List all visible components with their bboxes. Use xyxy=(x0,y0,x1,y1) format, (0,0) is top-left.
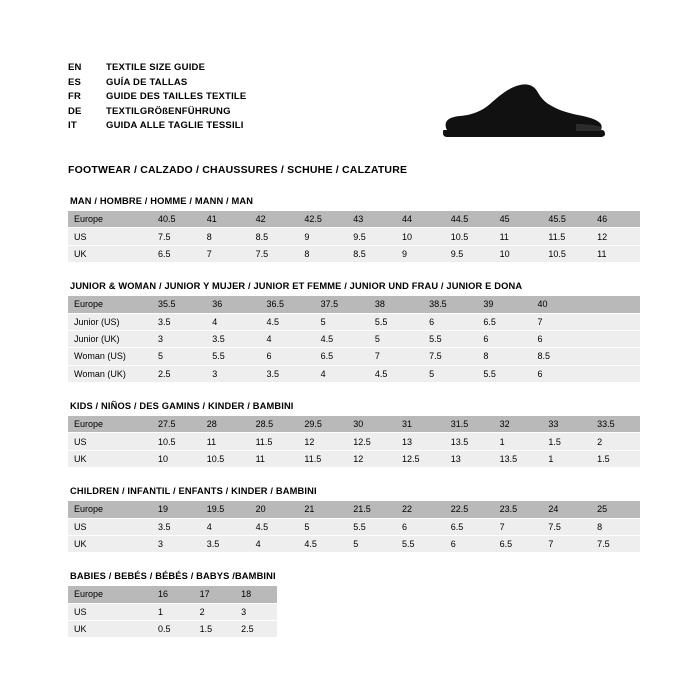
size-cell: 6.5 xyxy=(445,518,494,535)
size-cell: 4 xyxy=(315,365,369,382)
table-row xyxy=(68,313,640,330)
language-code: DE xyxy=(68,105,82,117)
table-row xyxy=(68,330,640,347)
size-cell: 5 xyxy=(152,348,206,365)
size-table xyxy=(68,416,640,468)
size-cell: 4.5 xyxy=(369,365,423,382)
size-cell: 6.5 xyxy=(477,313,531,330)
size-cell: 16 xyxy=(152,586,194,603)
size-cell: 38.5 xyxy=(423,296,477,313)
size-cell: 5 xyxy=(369,330,423,347)
size-group xyxy=(68,480,640,560)
size-group-title: KIDS / NIÑOS / DES GAMINS / KINDER / BAMBINI xyxy=(70,401,294,411)
row-label: Junior (US) xyxy=(68,313,152,330)
size-cell: 19 xyxy=(152,501,201,518)
size-cell: 5 xyxy=(315,313,369,330)
size-cell: 27.5 xyxy=(152,416,201,433)
group-spacer xyxy=(68,638,640,645)
row-label: Europe xyxy=(68,501,152,518)
language-code: FR xyxy=(68,91,82,102)
size-cell: 12 xyxy=(347,450,396,467)
row-label: UK xyxy=(68,450,152,467)
size-cell: 42.5 xyxy=(298,211,347,228)
size-cell: 5.5 xyxy=(206,348,260,365)
size-cell: 40 xyxy=(532,296,586,313)
size-cell: 6.5 xyxy=(152,245,201,262)
size-cell: 31.5 xyxy=(445,416,494,433)
table-row xyxy=(68,245,640,262)
size-group xyxy=(68,565,640,645)
size-cell: 45 xyxy=(494,211,543,228)
size-cell: 3 xyxy=(152,535,201,552)
language-code: ES xyxy=(68,76,82,88)
size-cell: 13.5 xyxy=(494,450,543,467)
size-group-title: BABIES / BEBÉS / BÉBÉS / BABYS /BAMBINI xyxy=(70,571,276,582)
size-cell: 6 xyxy=(532,330,586,347)
size-cell xyxy=(586,348,640,365)
language-row xyxy=(68,106,246,121)
size-cell: 6 xyxy=(445,535,494,552)
language-title: GUÍA DE TALLAS xyxy=(106,76,188,88)
size-cell: 10.5 xyxy=(445,228,494,245)
size-cell: 13.5 xyxy=(445,433,494,450)
table-row xyxy=(68,365,640,382)
size-cell: 7.5 xyxy=(423,348,477,365)
size-cell: 1.5 xyxy=(591,450,640,467)
row-label: Europe xyxy=(68,211,152,228)
size-table xyxy=(68,211,640,263)
size-cell: 5 xyxy=(423,365,477,382)
size-cell: 23.5 xyxy=(494,501,543,518)
table-row xyxy=(68,535,640,552)
size-cell: 17 xyxy=(194,586,236,603)
size-cell: 8.5 xyxy=(347,245,396,262)
size-cell: 4.5 xyxy=(250,518,299,535)
size-cell: 33 xyxy=(542,416,591,433)
group-spacer xyxy=(68,263,640,270)
size-cell: 22.5 xyxy=(445,501,494,518)
size-cell: 1 xyxy=(542,450,591,467)
language-row xyxy=(68,77,246,92)
document-header xyxy=(68,62,640,154)
size-cell: 4 xyxy=(260,330,314,347)
size-cell: 32 xyxy=(494,416,543,433)
size-cell: 33.5 xyxy=(591,416,640,433)
size-cell: 3 xyxy=(152,330,206,347)
size-cell: 4.5 xyxy=(298,535,347,552)
size-cell: 10.5 xyxy=(152,433,201,450)
row-label: Europe xyxy=(68,296,152,313)
table-row xyxy=(68,450,640,467)
size-cell: 5.5 xyxy=(369,313,423,330)
size-cell: 6.5 xyxy=(494,535,543,552)
size-cell: 11 xyxy=(250,450,299,467)
size-cell: 36.5 xyxy=(260,296,314,313)
size-cell: 4 xyxy=(201,518,250,535)
size-cell: 6.5 xyxy=(315,348,369,365)
table-row xyxy=(68,228,640,245)
table-row xyxy=(68,433,640,450)
size-cell: 10 xyxy=(494,245,543,262)
size-cell: 20 xyxy=(250,501,299,518)
language-title: GUIDA ALLE TAGLIE TESSILI xyxy=(106,120,244,131)
row-label: Europe xyxy=(68,586,152,603)
size-cell: 11.5 xyxy=(542,228,591,245)
size-cell: 10 xyxy=(152,450,201,467)
size-cell xyxy=(586,313,640,330)
size-cell: 6 xyxy=(396,518,445,535)
size-cell: 3.5 xyxy=(152,313,206,330)
size-cell: 41 xyxy=(201,211,250,228)
size-cell xyxy=(586,330,640,347)
size-cell: 21 xyxy=(298,501,347,518)
row-label: Woman (UK) xyxy=(68,365,152,382)
size-cell: 3.5 xyxy=(152,518,201,535)
language-title-list xyxy=(68,62,246,135)
language-title: GUIDE DES TAILLES TEXTILE xyxy=(106,91,247,102)
group-spacer xyxy=(68,468,640,475)
size-cell: 6 xyxy=(423,313,477,330)
size-cell: 36 xyxy=(206,296,260,313)
size-cell: 11 xyxy=(494,228,543,245)
size-cell: 1 xyxy=(152,603,194,620)
size-cell: 43 xyxy=(347,211,396,228)
size-cell: 45.5 xyxy=(542,211,591,228)
size-cell xyxy=(586,296,640,313)
language-row xyxy=(68,62,246,77)
size-cell: 4.5 xyxy=(260,313,314,330)
size-cell: 24 xyxy=(542,501,591,518)
size-cell: 1.5 xyxy=(194,621,236,638)
size-cell: 42 xyxy=(250,211,299,228)
size-cell: 46 xyxy=(591,211,640,228)
size-table xyxy=(68,586,277,638)
size-cell: 28 xyxy=(201,416,250,433)
size-cell: 13 xyxy=(396,433,445,450)
size-groups xyxy=(68,190,640,645)
row-label: US xyxy=(68,603,152,620)
size-cell: 6 xyxy=(477,330,531,347)
table-row xyxy=(68,296,640,313)
row-label: Woman (US) xyxy=(68,348,152,365)
size-cell: 10.5 xyxy=(201,450,250,467)
size-cell: 2.5 xyxy=(235,621,277,638)
size-cell: 7 xyxy=(494,518,543,535)
size-table xyxy=(68,501,640,553)
size-cell: 10.5 xyxy=(542,245,591,262)
group-spacer xyxy=(68,383,640,390)
size-cell: 8 xyxy=(591,518,640,535)
language-code: IT xyxy=(68,120,77,131)
size-group-title: JUNIOR & WOMAN / JUNIOR Y MUJER / JUNIOR ET FEMME / JUNIOR UND FRAU / JUNIOR E DONA xyxy=(70,281,523,292)
size-cell: 21.5 xyxy=(347,501,396,518)
size-group-title: CHILDREN / INFANTIL / ENFANTS / KINDER / BAMBINI xyxy=(70,486,317,497)
size-group xyxy=(68,190,640,270)
table-row xyxy=(68,211,640,228)
size-cell: 5.5 xyxy=(423,330,477,347)
size-cell xyxy=(586,365,640,382)
size-cell: 11.5 xyxy=(298,450,347,467)
size-cell: 11 xyxy=(201,433,250,450)
size-cell: 12.5 xyxy=(396,450,445,467)
row-label: UK xyxy=(68,535,152,552)
size-cell: 13 xyxy=(445,450,494,467)
group-spacer xyxy=(68,553,640,560)
size-cell: 5.5 xyxy=(396,535,445,552)
size-cell: 1 xyxy=(494,433,543,450)
size-cell: 12.5 xyxy=(347,433,396,450)
table-row xyxy=(68,416,640,433)
size-cell: 7 xyxy=(532,313,586,330)
size-cell: 9 xyxy=(396,245,445,262)
table-row xyxy=(68,603,277,620)
size-cell: 2.5 xyxy=(152,365,206,382)
size-group-title: MAN / HOMBRE / HOMME / MANN / MAN xyxy=(70,196,254,206)
table-row xyxy=(68,621,277,638)
size-cell: 38 xyxy=(369,296,423,313)
size-cell: 9.5 xyxy=(347,228,396,245)
language-title: TEXTILE SIZE GUIDE xyxy=(106,62,206,73)
size-cell: 44 xyxy=(396,211,445,228)
row-label: US xyxy=(68,518,152,535)
language-row xyxy=(68,91,246,106)
size-cell: 8 xyxy=(201,228,250,245)
size-cell: 22 xyxy=(396,501,445,518)
size-cell: 6 xyxy=(260,348,314,365)
size-cell: 5.5 xyxy=(347,518,396,535)
row-label: US xyxy=(68,228,152,245)
size-cell: 4 xyxy=(250,535,299,552)
size-cell: 0.5 xyxy=(152,621,194,638)
size-group xyxy=(68,275,640,390)
size-cell: 8.5 xyxy=(250,228,299,245)
size-cell: 3.5 xyxy=(206,330,260,347)
size-cell: 25 xyxy=(591,501,640,518)
size-cell: 44.5 xyxy=(445,211,494,228)
size-cell: 12 xyxy=(591,228,640,245)
size-cell: 11.5 xyxy=(250,433,299,450)
size-cell: 7 xyxy=(542,535,591,552)
size-cell: 19.5 xyxy=(201,501,250,518)
size-cell: 5.5 xyxy=(477,365,531,382)
size-cell: 18 xyxy=(235,586,277,603)
size-group xyxy=(68,395,640,475)
size-cell: 4.5 xyxy=(315,330,369,347)
size-cell: 3.5 xyxy=(201,535,250,552)
size-cell: 29.5 xyxy=(298,416,347,433)
size-cell: 2 xyxy=(591,433,640,450)
size-cell: 7.5 xyxy=(542,518,591,535)
row-label: UK xyxy=(68,621,152,638)
size-cell: 35.5 xyxy=(152,296,206,313)
size-cell: 39 xyxy=(477,296,531,313)
table-row xyxy=(68,348,640,365)
row-label: Europe xyxy=(68,416,152,433)
size-table xyxy=(68,296,640,383)
row-label: UK xyxy=(68,245,152,262)
size-cell: 37.5 xyxy=(315,296,369,313)
section-title: FOOTWEAR / CALZADO / CHAUSSURES / SCHUHE / CALZATURE xyxy=(68,164,408,176)
table-row xyxy=(68,501,640,518)
size-cell: 28.5 xyxy=(250,416,299,433)
language-title: TEXTILGRÖßENFÜHRUNG xyxy=(106,105,231,117)
size-cell: 11 xyxy=(591,245,640,262)
size-cell: 2 xyxy=(194,603,236,620)
size-cell: 7.5 xyxy=(250,245,299,262)
size-cell: 4 xyxy=(206,313,260,330)
size-cell: 1.5 xyxy=(542,433,591,450)
row-label: Junior (UK) xyxy=(68,330,152,347)
size-cell: 8 xyxy=(298,245,347,262)
size-cell: 5 xyxy=(347,535,396,552)
size-cell: 3.5 xyxy=(260,365,314,382)
row-label: US xyxy=(68,433,152,450)
size-cell: 12 xyxy=(298,433,347,450)
size-cell: 7 xyxy=(201,245,250,262)
size-cell: 7.5 xyxy=(591,535,640,552)
size-cell: 9 xyxy=(298,228,347,245)
table-row xyxy=(68,586,277,603)
size-cell: 3 xyxy=(235,603,277,620)
size-cell: 7.5 xyxy=(152,228,201,245)
size-cell: 9.5 xyxy=(445,245,494,262)
size-cell: 6 xyxy=(532,365,586,382)
size-cell: 5 xyxy=(298,518,347,535)
dress-shoe-icon xyxy=(416,80,616,142)
size-cell: 30 xyxy=(347,416,396,433)
table-row xyxy=(68,518,640,535)
size-cell: 10 xyxy=(396,228,445,245)
size-cell: 31 xyxy=(396,416,445,433)
size-cell: 8.5 xyxy=(532,348,586,365)
size-cell: 40.5 xyxy=(152,211,201,228)
size-cell: 7 xyxy=(369,348,423,365)
size-cell: 8 xyxy=(477,348,531,365)
language-row xyxy=(68,120,246,135)
language-code: EN xyxy=(68,62,82,73)
size-cell: 3 xyxy=(206,365,260,382)
